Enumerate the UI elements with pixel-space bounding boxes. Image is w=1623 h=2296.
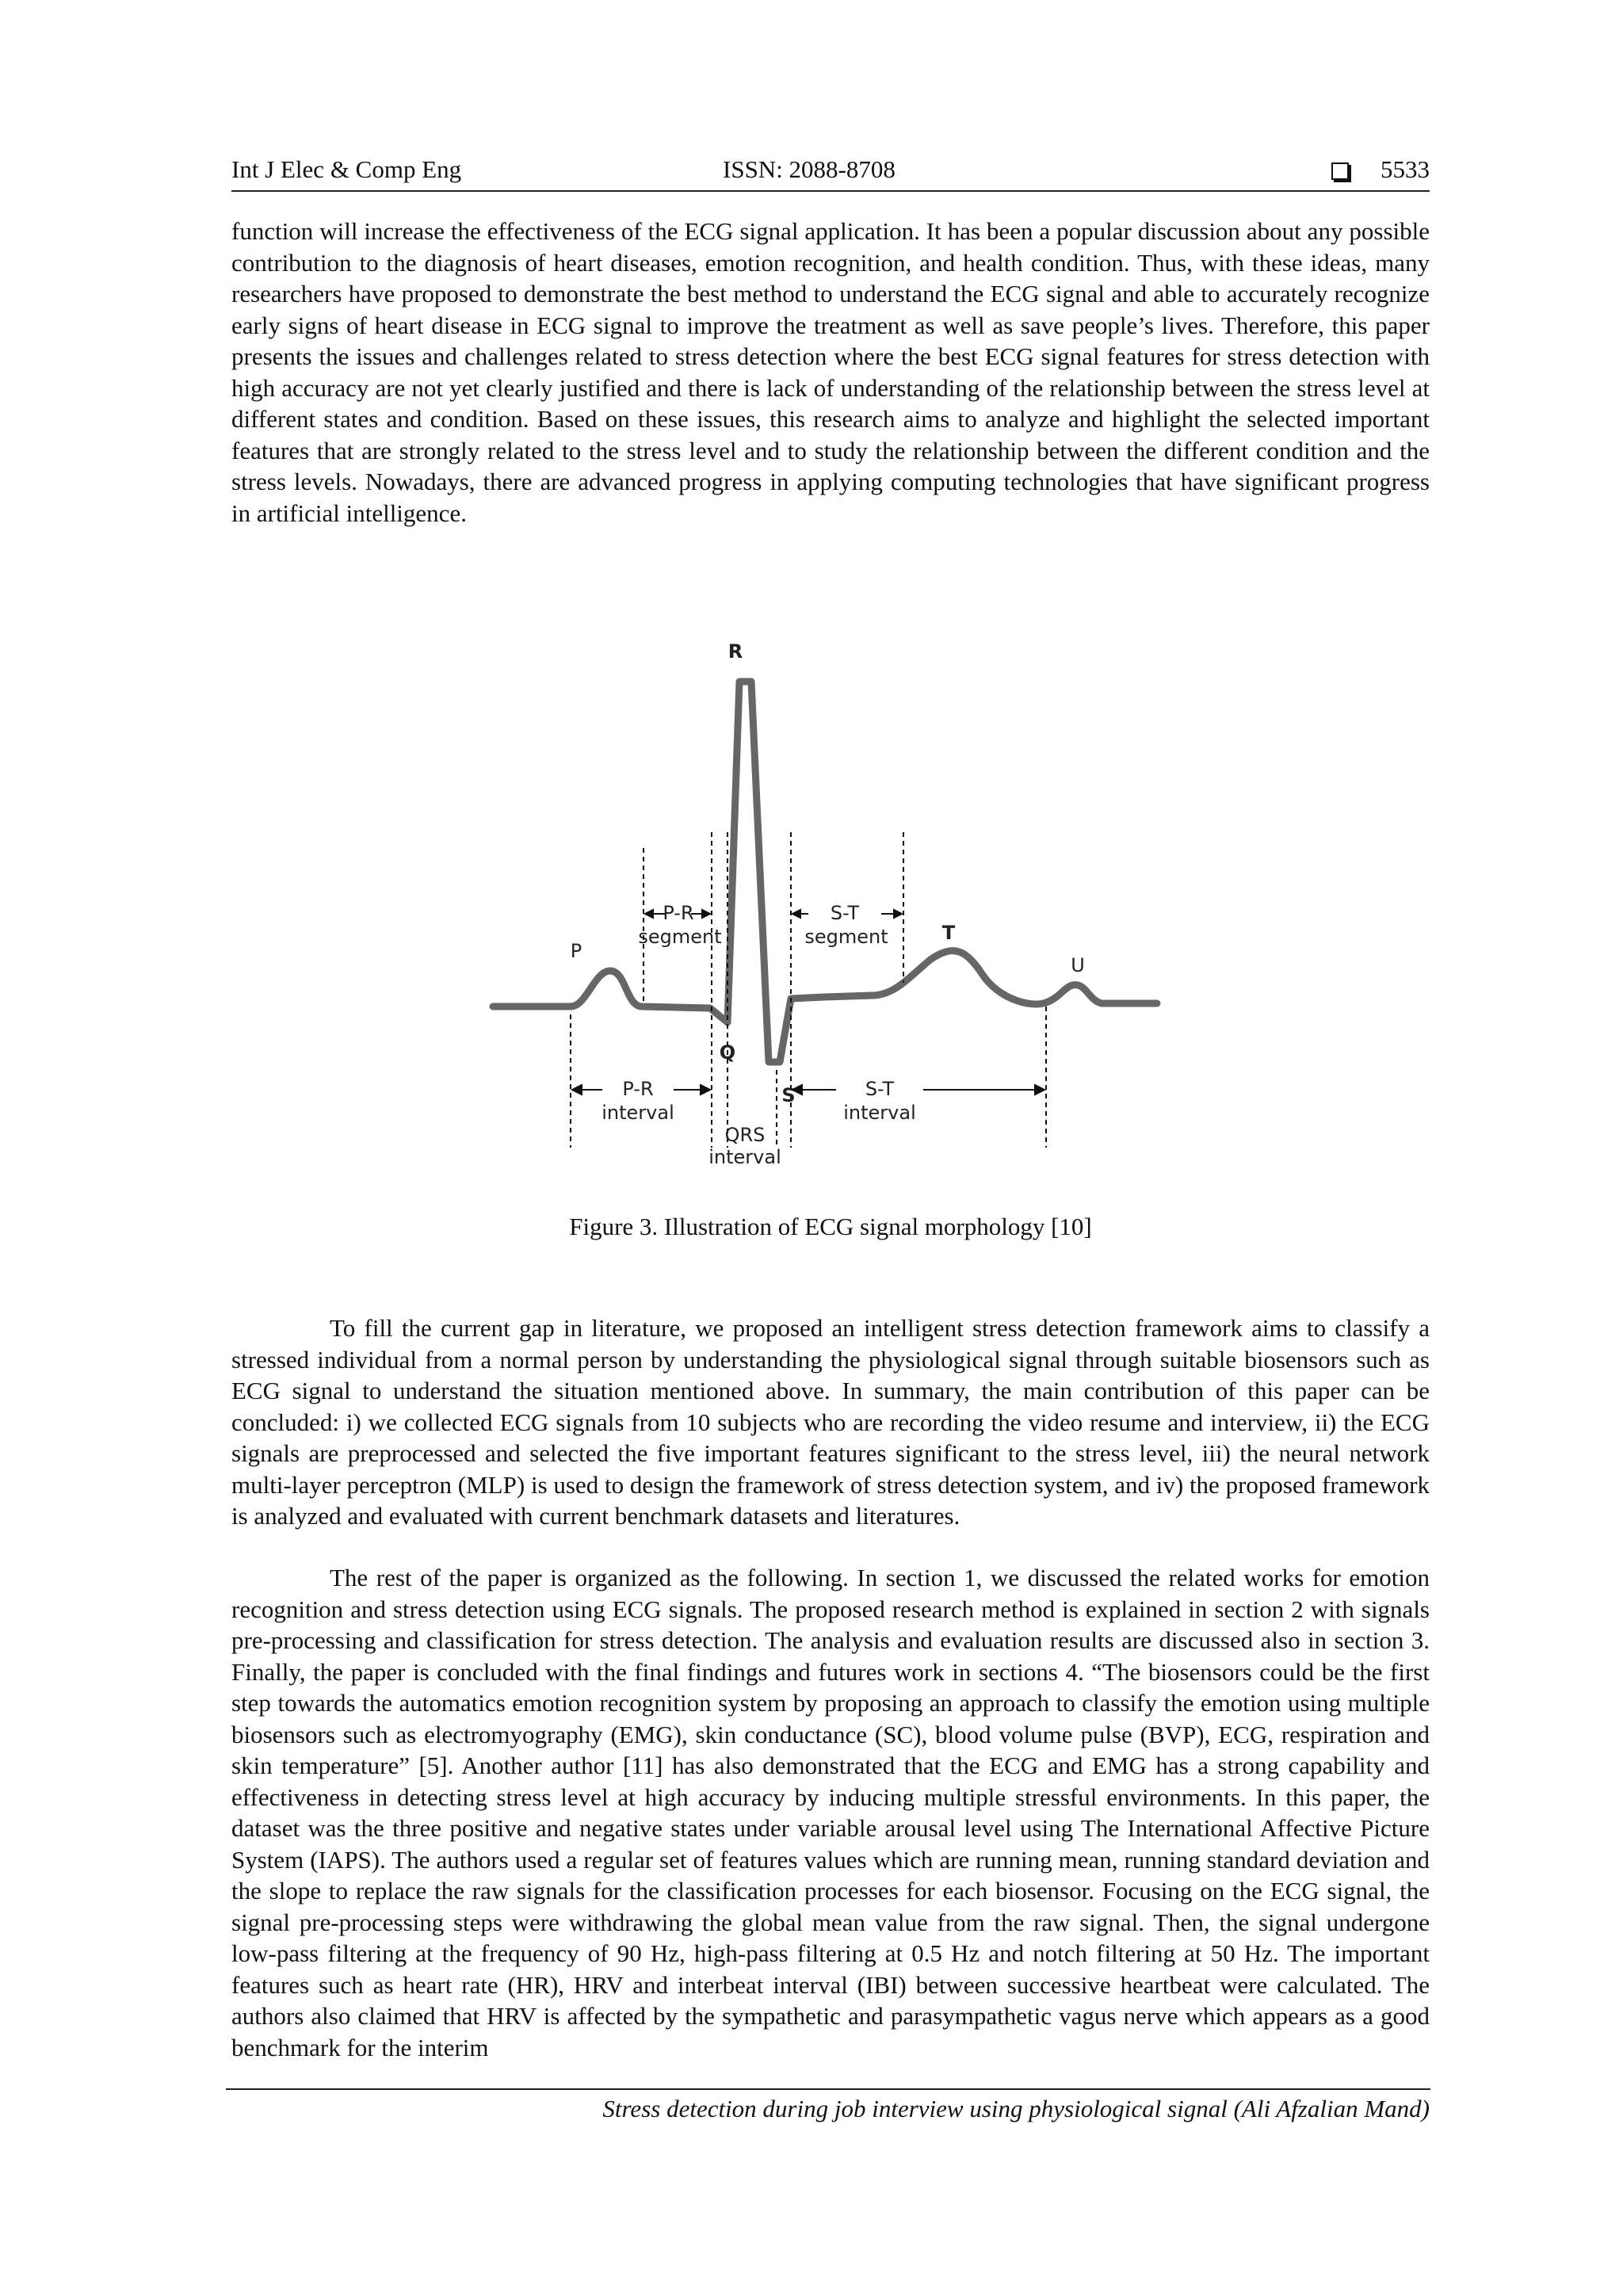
page-header [231, 155, 1430, 192]
label-p: P [570, 940, 582, 962]
label-r: R [727, 640, 743, 663]
pr-segment-label: P-R [663, 902, 694, 924]
label-t: T [941, 922, 956, 944]
st-interval-arrowhead-right [1035, 1085, 1044, 1095]
page-number: 5533 [1381, 155, 1430, 183]
st-interval-word: interval [843, 1102, 916, 1124]
journal-name: Int J Elec & Comp Eng [231, 155, 462, 183]
st-segment-word: segment [804, 926, 888, 948]
pr-interval-label: P-R [622, 1078, 654, 1100]
pr-interval-word: interval [601, 1102, 674, 1124]
square-box-icon [1331, 162, 1349, 180]
body-paragraph-2: To fill the current gap in literature, we proposed an intelligent stress detection framework aims to classify a stressed individual from a normal person by understanding the physiological signal through suitable biosensors such as ECG signal to understand the situation mentioned above. In summary, the main contribution of this paper can be concluded: i) we collected ECG signals from 10 subjects who are recording the video resume and interview, ii) the ECG signals are preprocessed and selected the five important features significant to the stress level, iii) the neural network multi-layer perceptron (MLP) is used to design the framework of stress detection system, and iv) the proposed framework is analyzed and evaluated with current benchmark datasets and literatures. [231, 1314, 1430, 1530]
pr-segment-word: segment [638, 926, 722, 948]
st-segment-arrowhead-right [894, 910, 902, 918]
guide-lines [571, 832, 1046, 1148]
ecg-waveform [493, 682, 1157, 1062]
body-paragraph-1: function will increase the effectiveness of the ECG signal application. It has been a popular discussion about any possible contribution to the diagnosis of heart diseases, emotion recognition, and health condition. Thus, with these ideas, many researchers have proposed to demonstrate the best method to understand the ECG signal and able to accurately recognize early signs of heart disease in ECG signal to improve the treatment as well as save people’s lives. Therefore, this paper presents the issues and challenges related to stress detection where the best ECG signal features for stress detection with high accuracy are not yet clearly justified and there is lack of understanding of the relationship between the stress level at different states and condition. Based on these issues, this research aims to analyze and highlight the selected important features that are strongly related to the stress level and to study the relationship between the different condition and the stress levels. Nowadays, there are advanced progress in applying computing technologies that have significant progress in artificial intelligence. [231, 217, 1430, 527]
label-u: U [1071, 954, 1085, 976]
label-q: Q [719, 1041, 736, 1064]
pr-interval-arrowhead-left [572, 1085, 582, 1095]
body-paragraph-3: The rest of the paper is organized as the following. In section 1, we discussed the related works for emotion recognition and stress detection using ECG signals. The proposed research method is explained in section 2 with signals pre-processing and classification for stress detection. The analysis and evaluation results are discussed also in section 3. Finally, the paper is concluded with the final findings and futures work in sections 4. “The biosensors could be the first step towards the automatics emotion recognition system by proposing an approach to classify the emotion using multiple biosensors such as electromyography (EMG), skin conductance (SC), blood volume pulse (BVP), ECG, respiration and skin temperature” [5]. Another author [11] has also demonstrated that the ECG and EMG has a strong capability and effectiveness in detecting stress level at high accuracy by inducing multiple stressful environments. In this paper, the dataset was the three positive and negative states under variable arousal level using The International Affective Picture System (IAPS). The authors used a regular set of features values which are running mean, running standard deviation and the slope to replace the raw signals for the classification processes for each biosensor. Focusing on the ECG signal, the signal pre-processing steps were withdrawing the global mean value from the raw signal. Then, the signal undergone low-pass filtering at the frequency of 90 Hz, high-pass filtering at 0.5 Hz and notch filtering at 50 Hz. The important features such as heart rate (HR), HRV and interbeat interval (IBI) between successive heartbeat were calculated. The authors also claimed that HRV is affected by the sympathetic and parasympathetic vagus nerve which appears as a good benchmark for the interim [231, 1564, 1430, 2061]
pr-segment-arrowhead-right [702, 910, 710, 918]
running-title: Stress detection during job interview using physiological signal (Ali Afzalian Mand) [602, 2095, 1430, 2122]
ecg-morphology-figure [475, 618, 1189, 1213]
footer-rule [226, 2088, 1430, 2090]
header-right [1331, 155, 1430, 184]
qrs-interval-word: interval [708, 1146, 781, 1168]
label-s: S [781, 1084, 796, 1106]
pr-interval-arrowhead-right [701, 1085, 710, 1095]
qrs-label: QRS [724, 1124, 766, 1146]
figure-caption: Figure 3. Illustration of ECG signal morphology [10] [569, 1213, 1092, 1240]
pr-segment-arrowhead-left [645, 910, 653, 918]
st-segment-label: S-T [830, 902, 860, 924]
st-interval-label: S-T [865, 1078, 895, 1100]
st-segment-arrowhead-left [792, 910, 800, 918]
issn: ISSN: 2088-8708 [723, 155, 896, 183]
